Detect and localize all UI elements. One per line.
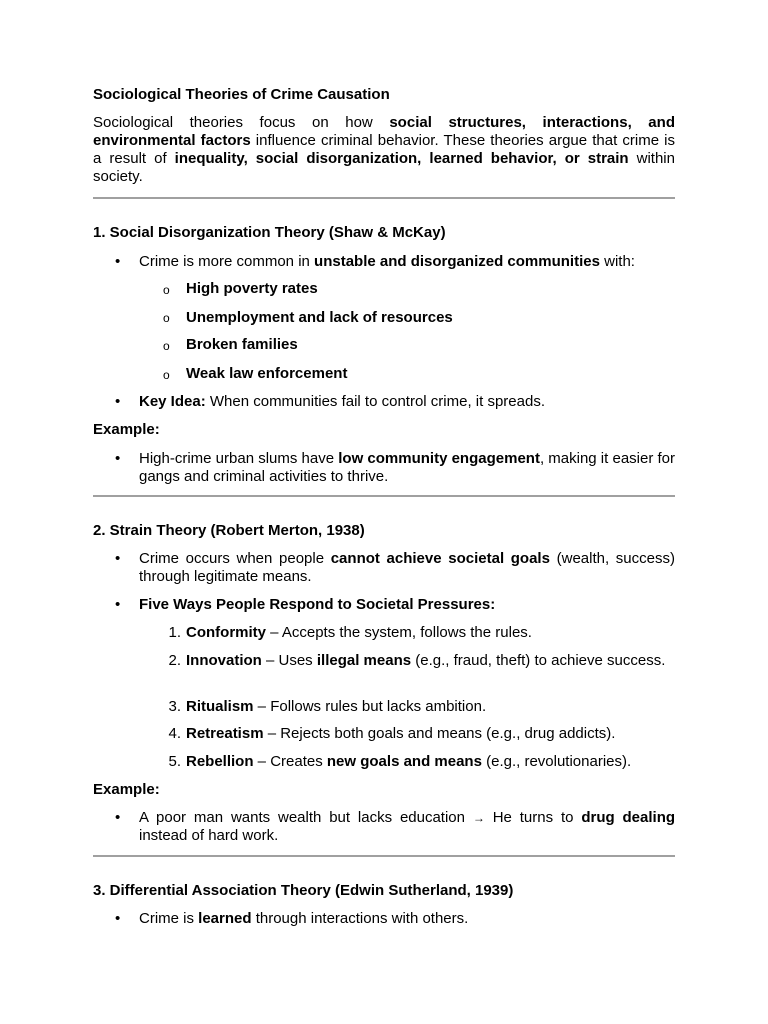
sub-bullet-icon: o: [163, 311, 170, 325]
item-text: – Rejects both goals and means (e.g., drug addicts).: [263, 725, 616, 742]
item-bold: Conformity: [186, 624, 266, 641]
sub-item-bold: Unemployment and lack of resources: [186, 309, 453, 326]
item-text: with:: [599, 253, 635, 270]
arrow-icon: →: [472, 811, 485, 825]
bullet-icon: •: [115, 596, 121, 613]
item-text: – Follows rules but lacks ambition.: [253, 698, 487, 715]
item-text: He turns to: [484, 809, 582, 826]
item-bold: new goals and means: [326, 753, 482, 770]
numbered-item: [186, 725, 675, 743]
numbered-item: [186, 652, 675, 670]
sub-bullet-icon: o: [163, 339, 170, 353]
key-idea-item: [139, 393, 675, 411]
section-divider: [93, 855, 675, 857]
numbered-item: [186, 753, 675, 771]
list-item: [139, 910, 675, 928]
section-divider: [93, 495, 675, 497]
list-number: 5.: [168, 753, 181, 770]
example-item: [139, 450, 675, 486]
item-text: – Creates: [253, 753, 327, 770]
intro-text: Sociological theories focus on how: [93, 114, 390, 131]
item-text: – Uses: [261, 652, 317, 669]
intro-text: influence criminal behavior. These theories argue that crime is a result of: [93, 132, 675, 167]
item-bold: learned: [198, 910, 252, 927]
intro-text: within society.: [93, 150, 675, 185]
example-item: [139, 809, 675, 845]
intro-bold: inequality, social disorganization, learned behavior, or strain: [174, 150, 629, 167]
bullet-icon: •: [115, 450, 121, 467]
section-heading-strain-theory: 2. Strain Theory (Robert Merton, 1938): [93, 522, 365, 539]
list-number: 2.: [168, 652, 181, 669]
sub-item-bold: Broken families: [186, 336, 298, 353]
sub-item-bold: High poverty rates: [186, 280, 318, 297]
item-text: Crime is: [139, 910, 199, 927]
item-bold: drug dealing: [581, 809, 676, 826]
item-text: , making it easier for gangs and criminal activities to thrive.: [139, 450, 676, 485]
bullet-icon: •: [115, 393, 121, 410]
example-label: Example:: [93, 421, 160, 438]
list-number: 1.: [168, 624, 181, 641]
item-text: A poor man wants wealth but lacks education: [139, 809, 473, 826]
bullet-icon: •: [115, 253, 121, 270]
item-bold: Innovation: [186, 652, 262, 669]
sub-list-item: [186, 336, 675, 354]
item-text: Crime occurs when people: [139, 550, 331, 567]
item-text: (wealth, success) through legitimate means.: [139, 550, 675, 585]
item-bold: Retreatism: [186, 725, 264, 742]
list-number: 4.: [168, 725, 181, 742]
sub-list-item: [186, 365, 675, 383]
item-text: Crime is more common in: [139, 253, 315, 270]
item-bold: cannot achieve societal goals: [330, 550, 550, 567]
item-text: through interactions with others.: [251, 910, 469, 927]
item-bold: Five Ways People Respond to Societal Pressures:: [139, 596, 496, 613]
document-title: Sociological Theories of Crime Causation: [93, 86, 390, 103]
item-text: instead of hard work.: [139, 827, 279, 844]
numbered-item: [186, 624, 675, 642]
list-number: 3.: [168, 698, 181, 715]
item-bold: Ritualism: [186, 698, 254, 715]
bullet-icon: •: [115, 910, 121, 927]
section-heading-social-disorganization: 1. Social Disorganization Theory (Shaw & McKay): [93, 224, 446, 241]
section-divider: [93, 197, 675, 199]
sub-bullet-icon: o: [163, 368, 170, 382]
bullet-icon: •: [115, 550, 121, 567]
intro-paragraph: [93, 114, 675, 186]
key-idea-label: Key Idea:: [139, 393, 206, 410]
example-label: Example:: [93, 781, 160, 798]
list-item: [139, 596, 675, 614]
item-bold: low community engagement: [338, 450, 540, 467]
list-item: [139, 550, 675, 586]
item-bold: illegal means: [316, 652, 412, 669]
intro-bold: social structures, interactions, and environmental factors: [93, 114, 675, 149]
numbered-item: [186, 698, 675, 716]
item-bold: unstable and disorganized communities: [314, 253, 600, 270]
item-text: (e.g., revolutionaries).: [481, 753, 632, 770]
item-text: – Accepts the system, follows the rules.: [266, 624, 532, 641]
sub-bullet-icon: o: [163, 283, 170, 297]
list-item: [139, 253, 675, 271]
item-text: High-crime urban slums have: [139, 450, 339, 467]
item-bold: Rebellion: [186, 753, 254, 770]
sub-item-bold: Weak law enforcement: [186, 365, 348, 382]
key-idea-text: When communities fail to control crime, it spreads.: [205, 393, 545, 410]
bullet-icon: •: [115, 809, 121, 826]
item-text: (e.g., fraud, theft) to achieve success.: [411, 652, 666, 669]
sub-list-item: [186, 280, 675, 298]
section-heading-differential-association: 3. Differential Association Theory (Edwin Sutherland, 1939): [93, 882, 514, 899]
sub-list-item: [186, 309, 675, 327]
